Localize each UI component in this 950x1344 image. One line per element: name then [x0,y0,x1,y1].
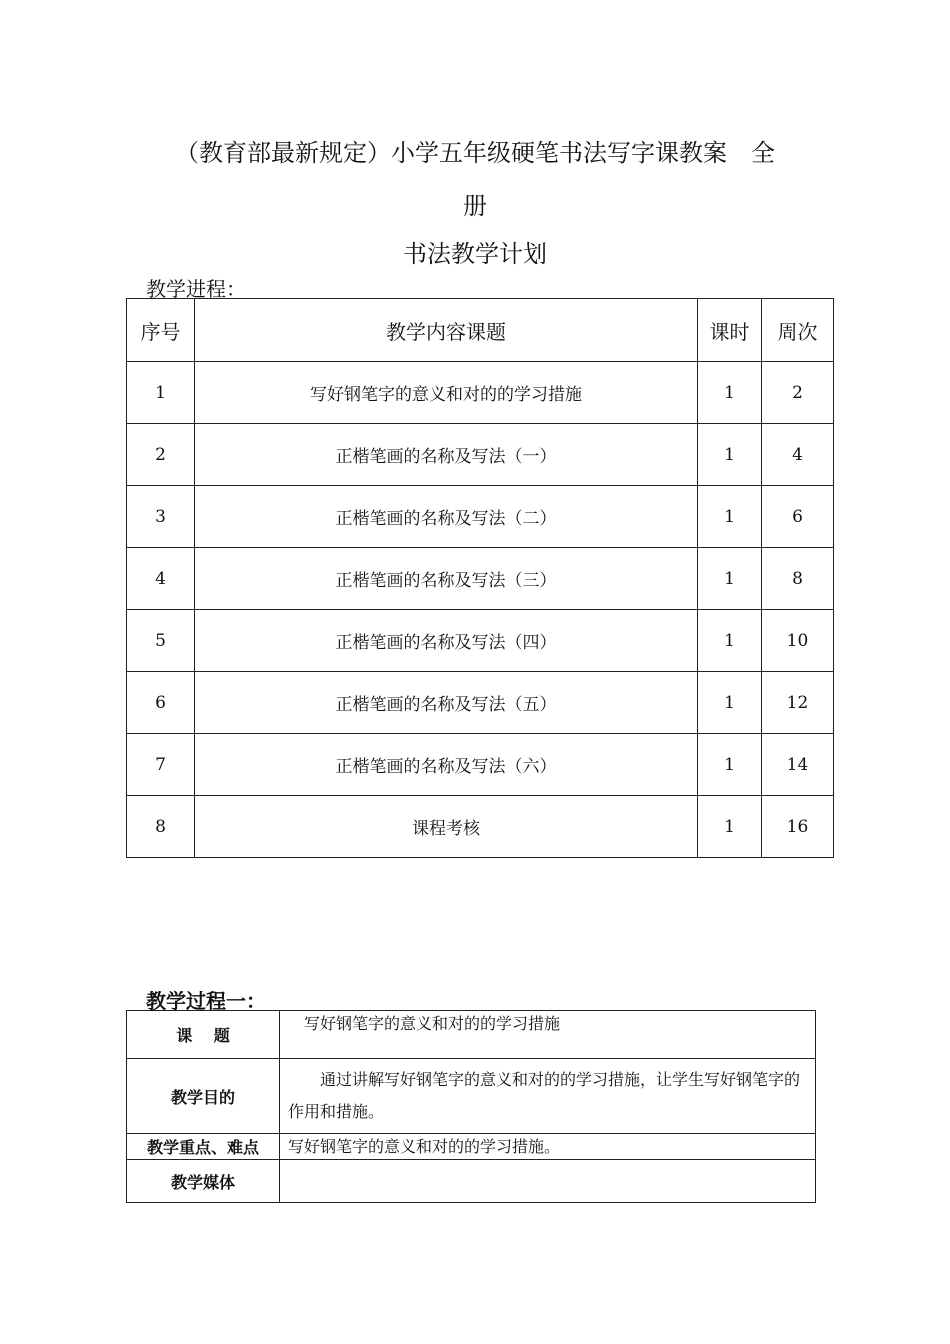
row-index: 4 [127,548,195,610]
process-row-keypoints [127,1134,816,1160]
document-title-line2: 册 [463,192,487,220]
row-topic: 正楷笔画的名称及写法（三） [195,548,698,610]
topic-label: 课 题 [127,1011,280,1059]
teaching-process-table [126,1010,816,1203]
row-topic: 正楷笔画的名称及写法（四） [195,610,698,672]
row-hours: 1 [698,610,762,672]
row-week: 14 [762,734,834,796]
row-hours: 1 [698,672,762,734]
row-index: 2 [127,424,195,486]
row-topic: 正楷笔画的名称及写法（一） [195,424,698,486]
header-hours: 课时 [698,299,762,362]
row-week: 2 [762,362,834,424]
process-row-media [127,1160,816,1203]
table-row [127,796,834,858]
table-row [127,424,834,486]
process-row-objective [127,1059,816,1134]
row-index: 8 [127,796,195,858]
row-topic: 正楷笔画的名称及写法（五） [195,672,698,734]
topic-value: 写好钢笔字的意义和对的的学习措施 [280,1011,816,1059]
table-row [127,672,834,734]
row-week: 10 [762,610,834,672]
row-hours: 1 [698,796,762,858]
table-row [127,362,834,424]
keypoints-label: 教学重点、难点 [127,1134,280,1160]
media-label: 教学媒体 [127,1160,280,1203]
media-value [280,1160,816,1203]
plan-heading: 书法教学计划 [403,240,547,268]
row-hours: 1 [698,734,762,796]
teaching-plan-table [126,298,834,858]
row-week: 16 [762,796,834,858]
row-index: 5 [127,610,195,672]
row-index: 6 [127,672,195,734]
teaching-progress-label: 教学进程： [146,277,246,301]
header-index: 序号 [127,299,195,362]
table-row [127,548,834,610]
process-row-topic [127,1011,816,1059]
keypoints-value: 写好钢笔字的意义和对的的学习措施。 [280,1134,816,1160]
objective-label: 教学目的 [127,1059,280,1134]
table-row [127,486,834,548]
row-week: 6 [762,486,834,548]
row-hours: 1 [698,548,762,610]
row-hours: 1 [698,486,762,548]
row-index: 3 [127,486,195,548]
teaching-process-label: 教学过程一： [146,989,266,1013]
objective-value: 通过讲解写好钢笔字的意义和对的的学习措施，让学生写好钢笔字的作用和措施。 [280,1059,816,1134]
row-topic: 课程考核 [195,796,698,858]
header-week: 周次 [762,299,834,362]
row-week: 8 [762,548,834,610]
row-index: 7 [127,734,195,796]
header-topic: 教学内容课题 [195,299,698,362]
row-topic: 正楷笔画的名称及写法（六） [195,734,698,796]
table-row [127,610,834,672]
row-index: 1 [127,362,195,424]
row-topic: 写好钢笔字的意义和对的的学习措施 [195,362,698,424]
table-row [127,734,834,796]
table-header-row [127,299,834,362]
row-hours: 1 [698,424,762,486]
row-week: 12 [762,672,834,734]
row-week: 4 [762,424,834,486]
row-hours: 1 [698,362,762,424]
row-topic: 正楷笔画的名称及写法（二） [195,486,698,548]
document-title-line1: （教育部最新规定）小学五年级硬笔书法写字课教案 全 [175,139,775,167]
